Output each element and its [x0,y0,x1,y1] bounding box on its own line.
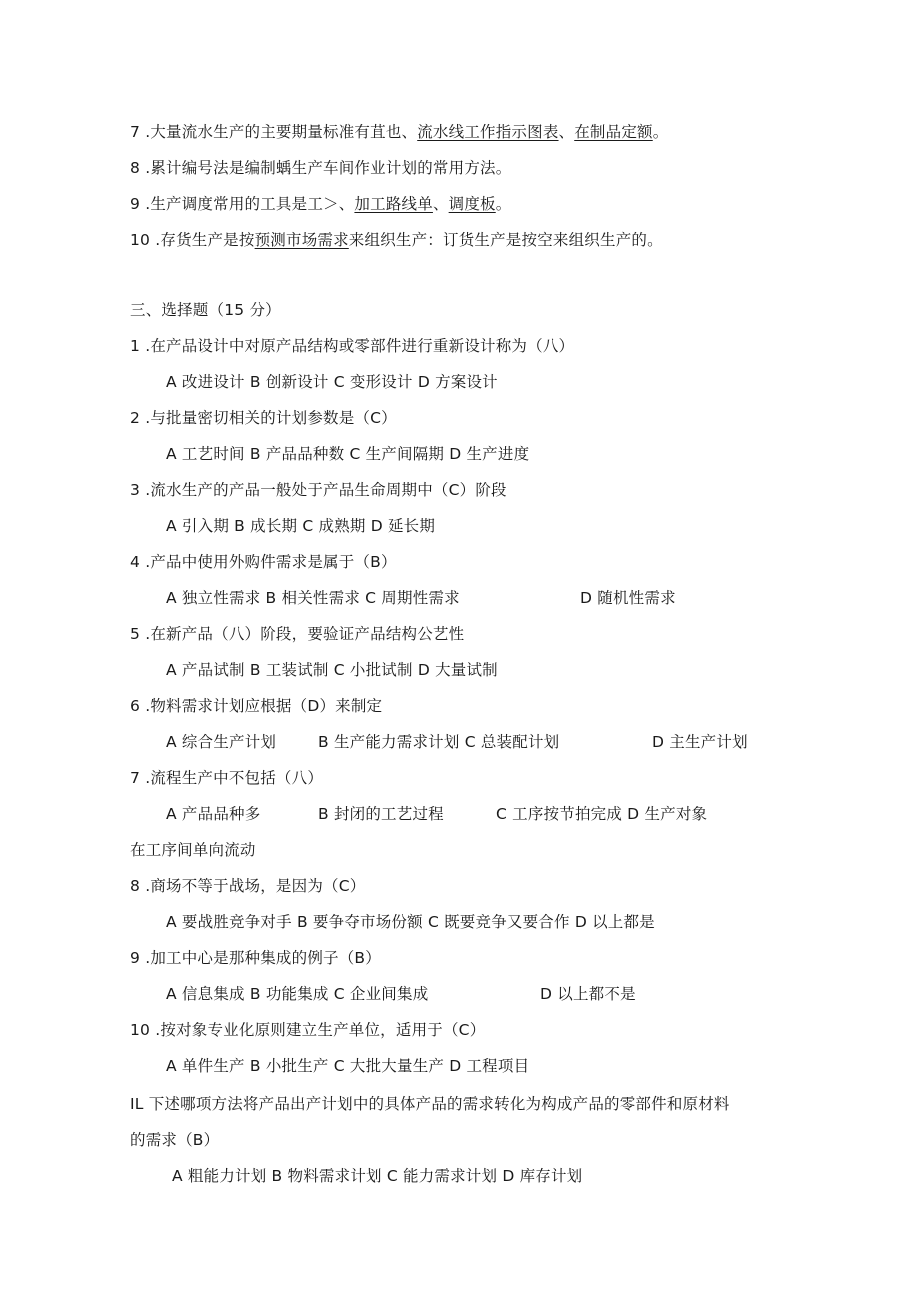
fill-item-8: 8 .累计编号法是编制蝺生产车间作业计划的常用方法。 [130,159,512,177]
fill-item-10: 10 .存货生产是按预测市场需求来组织生产：订货生产是按空来组织生产的。 [130,231,663,249]
question-2-options: A 工艺时间 B 产品品种数 C 生产间隔期 D 生产进度 [166,445,530,463]
question-8-options: A 要战胜竞争对手 B 要争夺市场份额 C 既要竞争又要合作 D 以上都是 [166,913,655,931]
question-4-option-d: D 随机性需求 [580,589,676,607]
question-5-stem: 5 .在新产品（八）阶段，要验证产品结构公艺性 [130,625,465,643]
question-7-stem: 7 .流程生产中不包括（八） [130,769,324,787]
question-7-continuation: 在工序间单向流动 [130,841,256,859]
answer-underline: 调度板 [448,195,496,213]
question-7-option-b: B 封闭的工艺过程 [318,805,444,823]
answer-underline: 流水线工作指示图表 [417,123,559,141]
question-3-options: A 引入期 B 成长期 C 成熟期 D 延长期 [166,517,436,535]
fill-item-9: 9 .生产调度常用的工具是工＞、加工路线单、调度板。 [130,195,512,213]
question-10-stem: 10 .按对象专业化原则建立生产单位，适用于（C） [130,1021,486,1039]
question-5-options: A 产品试制 B 工装试制 C 小批试制 D 大量试制 [166,661,498,679]
question-8-stem: 8 .商场不等于战场，是因为（C） [130,877,366,895]
question-11-options: A 粗能力计划 B 物料需求计划 C 能力需求计划 D 库存计划 [172,1167,583,1185]
question-9-options: A 信息集成 B 功能集成 C 企业间集成 [166,985,429,1003]
answer-underline: 在制品定额 [574,123,653,141]
question-4-stem: 4 .产品中使用外购件需求是属于（B） [130,553,397,571]
question-6-option-d: D 主生产计划 [652,733,748,751]
question-7-option-cd: C 工序按节拍完成 D 生产对象 [496,805,708,823]
answer-underline: 加工路线单 [354,195,433,213]
question-1-stem: 1 .在产品设计中对原产品结构或零部件进行重新设计称为（八） [130,337,575,355]
answer-underline: 预测市场需求 [254,231,349,249]
fill-item-7: 7 .大量流水生产的主要期量标准有苴也、流水线工作指示图表、在制品定额。 [130,123,669,141]
question-7-option-a: A 产品品种多 [166,805,261,823]
question-2-stem: 2 .与批量密切相关的计划参数是（C） [130,409,397,427]
question-11-continuation: 的需求（B） [130,1131,220,1149]
question-6-option-a: A 综合生产计划 [166,733,277,751]
question-10-options: A 单件生产 B 小批生产 C 大批大量生产 D 工程项目 [166,1057,530,1075]
question-11-stem: IL 下述哪项方法将产品出产计划中的具体产品的需求转化为构成产品的零部件和原材料 [130,1095,730,1113]
question-3-stem: 3 .流水生产的产品一般处于产品生命周期中（C）阶段 [130,481,507,499]
question-9-option-d: D 以上都不是 [540,985,636,1003]
question-9-stem: 9 .加工中心是那种集成的例子（B） [130,949,381,967]
question-1-options: A 改进设计 B 创新设计 C 变形设计 D 方案设计 [166,373,498,391]
question-6-option-bc: B 生产能力需求计划 C 总装配计划 [318,733,560,751]
section-title: 三、选择题（15 分） [130,301,281,319]
question-6-stem: 6 .物料需求计划应根据（D）来制定 [130,697,383,715]
question-4-options: A 独立性需求 B 相关性需求 C 周期性需求 [166,589,460,607]
